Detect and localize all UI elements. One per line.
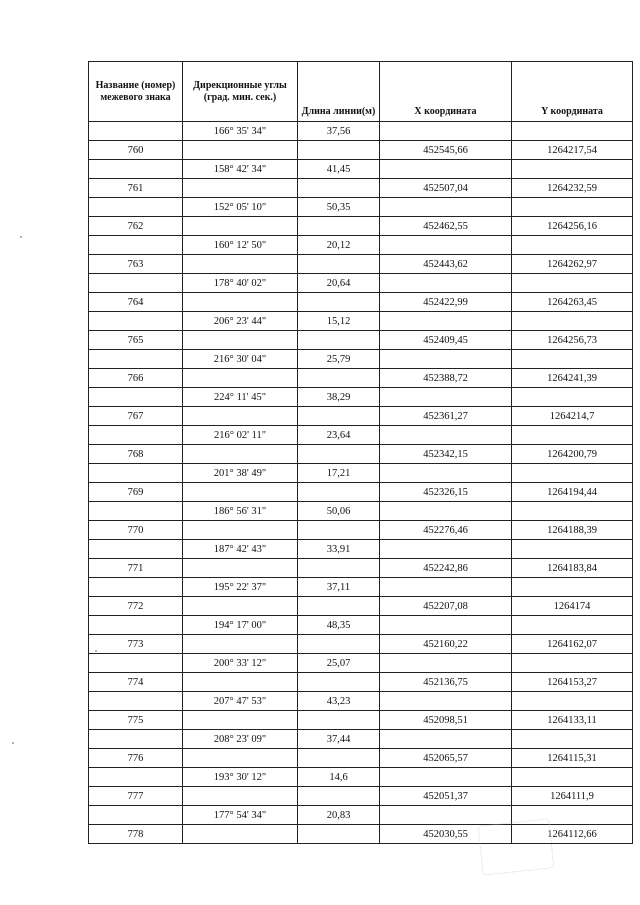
- cell-x-coordinate: 452462,55: [380, 217, 512, 236]
- cell-line-length: 20,12: [298, 236, 380, 255]
- table-row: [89, 312, 633, 331]
- cell-direction-angle: [183, 369, 298, 388]
- cell-x-coordinate: [380, 312, 512, 331]
- cell-direction-angle: 195° 22' 37": [183, 578, 298, 597]
- table-row: [89, 787, 633, 806]
- cell-y-coordinate: 1264256,73: [512, 331, 633, 350]
- cell-mark-name: 777: [89, 787, 183, 806]
- cell-mark-name: [89, 578, 183, 597]
- cell-x-coordinate: [380, 616, 512, 635]
- cell-y-coordinate: 1264183,84: [512, 559, 633, 578]
- cell-line-length: 25,07: [298, 654, 380, 673]
- cell-y-coordinate: [512, 312, 633, 331]
- table-row: [89, 616, 633, 635]
- cell-mark-name: 763: [89, 255, 183, 274]
- boundary-coordinates-document: [88, 61, 632, 844]
- cell-direction-angle: [183, 331, 298, 350]
- cell-y-coordinate: [512, 692, 633, 711]
- cell-mark-name: [89, 768, 183, 787]
- cell-x-coordinate: 452361,27: [380, 407, 512, 426]
- cell-y-coordinate: 1264200,79: [512, 445, 633, 464]
- cell-line-length: [298, 483, 380, 502]
- cell-direction-angle: 200° 33' 12": [183, 654, 298, 673]
- table-row: [89, 521, 633, 540]
- cell-direction-angle: 187° 42' 43": [183, 540, 298, 559]
- cell-mark-name: 767: [89, 407, 183, 426]
- cell-line-length: 50,06: [298, 502, 380, 521]
- cell-mark-name: 776: [89, 749, 183, 768]
- cell-direction-angle: [183, 293, 298, 312]
- cell-x-coordinate: 452326,15: [380, 483, 512, 502]
- table-row: [89, 559, 633, 578]
- cell-mark-name: 761: [89, 179, 183, 198]
- cell-x-coordinate: [380, 236, 512, 255]
- cell-y-coordinate: 1264194,44: [512, 483, 633, 502]
- scan-speck: [20, 236, 22, 238]
- cell-direction-angle: [183, 141, 298, 160]
- cell-y-coordinate: 1264111,9: [512, 787, 633, 806]
- cell-x-coordinate: 452342,15: [380, 445, 512, 464]
- cell-mark-name: 769: [89, 483, 183, 502]
- cell-line-length: 25,79: [298, 350, 380, 369]
- cell-mark-name: 774: [89, 673, 183, 692]
- cell-y-coordinate: 1264112,66: [512, 825, 633, 844]
- cell-x-coordinate: 452136,75: [380, 673, 512, 692]
- cell-y-coordinate: 1264232,59: [512, 179, 633, 198]
- table-row: [89, 198, 633, 217]
- cell-line-length: [298, 217, 380, 236]
- cell-line-length: [298, 673, 380, 692]
- table-row: [89, 768, 633, 787]
- cell-mark-name: 765: [89, 331, 183, 350]
- table-row: [89, 483, 633, 502]
- cell-y-coordinate: [512, 616, 633, 635]
- cell-direction-angle: [183, 521, 298, 540]
- cell-mark-name: [89, 692, 183, 711]
- cell-line-length: [298, 635, 380, 654]
- cell-direction-angle: 216° 02' 11": [183, 426, 298, 445]
- cell-x-coordinate: [380, 198, 512, 217]
- cell-x-coordinate: 452276,46: [380, 521, 512, 540]
- cell-mark-name: 764: [89, 293, 183, 312]
- table-row: [89, 578, 633, 597]
- cell-y-coordinate: 1264256,16: [512, 217, 633, 236]
- cell-line-length: 37,11: [298, 578, 380, 597]
- table-row: [89, 730, 633, 749]
- table-row: [89, 293, 633, 312]
- table-row: [89, 122, 633, 141]
- table-row: [89, 654, 633, 673]
- cell-direction-angle: [183, 635, 298, 654]
- cell-mark-name: 768: [89, 445, 183, 464]
- cell-y-coordinate: 1264162,07: [512, 635, 633, 654]
- cell-mark-name: 762: [89, 217, 183, 236]
- cell-y-coordinate: [512, 122, 633, 141]
- table-row: [89, 597, 633, 616]
- cell-line-length: [298, 445, 380, 464]
- cell-x-coordinate: 452443,62: [380, 255, 512, 274]
- cell-direction-angle: 178° 40' 02": [183, 274, 298, 293]
- header-direction-angles: Дирекционные углы (град. мин. сек.): [183, 62, 298, 122]
- cell-x-coordinate: 452409,45: [380, 331, 512, 350]
- cell-mark-name: 771: [89, 559, 183, 578]
- cell-direction-angle: 194° 17' 00": [183, 616, 298, 635]
- header-y-coordinate: Y координата: [512, 62, 633, 122]
- table-row: [89, 426, 633, 445]
- table-body: [89, 122, 633, 844]
- cell-direction-angle: 158° 42' 34": [183, 160, 298, 179]
- cell-line-length: [298, 369, 380, 388]
- table-row: [89, 350, 633, 369]
- cell-y-coordinate: [512, 578, 633, 597]
- cell-line-length: [298, 825, 380, 844]
- cell-mark-name: [89, 464, 183, 483]
- cell-line-length: 37,56: [298, 122, 380, 141]
- cell-line-length: 23,64: [298, 426, 380, 445]
- cell-direction-angle: [183, 407, 298, 426]
- cell-x-coordinate: [380, 160, 512, 179]
- header-row: [89, 62, 633, 122]
- cell-direction-angle: [183, 255, 298, 274]
- cell-direction-angle: [183, 825, 298, 844]
- cell-line-length: 20,83: [298, 806, 380, 825]
- cell-direction-angle: 224° 11' 45": [183, 388, 298, 407]
- cell-mark-name: 766: [89, 369, 183, 388]
- cell-direction-angle: [183, 673, 298, 692]
- cell-line-length: 17,21: [298, 464, 380, 483]
- cell-mark-name: [89, 160, 183, 179]
- cell-mark-name: [89, 730, 183, 749]
- cell-x-coordinate: 452422,99: [380, 293, 512, 312]
- cell-line-length: 43,23: [298, 692, 380, 711]
- cell-y-coordinate: [512, 654, 633, 673]
- cell-mark-name: [89, 502, 183, 521]
- table-row: [89, 217, 633, 236]
- table-row: [89, 255, 633, 274]
- header-x-coordinate: X координата: [380, 62, 512, 122]
- cell-direction-angle: 216° 30' 04": [183, 350, 298, 369]
- cell-direction-angle: [183, 179, 298, 198]
- cell-line-length: 33,91: [298, 540, 380, 559]
- cell-direction-angle: 193° 30' 12": [183, 768, 298, 787]
- cell-x-coordinate: [380, 578, 512, 597]
- cell-line-length: [298, 597, 380, 616]
- cell-mark-name: [89, 654, 183, 673]
- cell-mark-name: [89, 312, 183, 331]
- cell-x-coordinate: [380, 122, 512, 141]
- table-row: [89, 464, 633, 483]
- cell-line-length: 14,6: [298, 768, 380, 787]
- cell-direction-angle: 201° 38' 49": [183, 464, 298, 483]
- cell-line-length: [298, 407, 380, 426]
- cell-mark-name: [89, 198, 183, 217]
- cell-direction-angle: 160° 12' 50": [183, 236, 298, 255]
- cell-x-coordinate: 452545,66: [380, 141, 512, 160]
- cell-line-length: 20,64: [298, 274, 380, 293]
- table-row: [89, 749, 633, 768]
- cell-mark-name: [89, 806, 183, 825]
- cell-x-coordinate: [380, 426, 512, 445]
- cell-mark-name: 775: [89, 711, 183, 730]
- cell-y-coordinate: 1264263,45: [512, 293, 633, 312]
- cell-x-coordinate: [380, 692, 512, 711]
- cell-mark-name: [89, 426, 183, 445]
- cell-direction-angle: [183, 597, 298, 616]
- cell-direction-angle: [183, 749, 298, 768]
- cell-x-coordinate: 452098,51: [380, 711, 512, 730]
- table-row: [89, 141, 633, 160]
- cell-x-coordinate: [380, 388, 512, 407]
- cell-mark-name: [89, 616, 183, 635]
- scan-speck: [12, 742, 14, 744]
- table-row: [89, 711, 633, 730]
- table-row: [89, 540, 633, 559]
- table-row: [89, 692, 633, 711]
- cell-y-coordinate: 1264214,7: [512, 407, 633, 426]
- cell-line-length: [298, 787, 380, 806]
- cell-x-coordinate: 452160,22: [380, 635, 512, 654]
- cell-x-coordinate: 452051,37: [380, 787, 512, 806]
- cell-mark-name: 760: [89, 141, 183, 160]
- cell-y-coordinate: 1264174: [512, 597, 633, 616]
- boundary-marks-table: [88, 61, 633, 844]
- cell-mark-name: [89, 122, 183, 141]
- table-row: [89, 445, 633, 464]
- table-row: [89, 179, 633, 198]
- table-header: [89, 62, 633, 122]
- cell-x-coordinate: [380, 502, 512, 521]
- cell-line-length: 15,12: [298, 312, 380, 331]
- cell-line-length: [298, 141, 380, 160]
- cell-line-length: [298, 179, 380, 198]
- table-row: [89, 407, 633, 426]
- table-row: [89, 369, 633, 388]
- scan-speck: [95, 650, 97, 652]
- cell-mark-name: 772: [89, 597, 183, 616]
- cell-line-length: 37,44: [298, 730, 380, 749]
- cell-x-coordinate: [380, 654, 512, 673]
- cell-y-coordinate: [512, 388, 633, 407]
- cell-x-coordinate: [380, 540, 512, 559]
- cell-direction-angle: 152° 05' 10": [183, 198, 298, 217]
- cell-direction-angle: 177° 54' 34": [183, 806, 298, 825]
- cell-line-length: [298, 749, 380, 768]
- cell-line-length: 48,35: [298, 616, 380, 635]
- cell-y-coordinate: [512, 236, 633, 255]
- cell-x-coordinate: 452242,86: [380, 559, 512, 578]
- cell-direction-angle: [183, 445, 298, 464]
- cell-x-coordinate: [380, 350, 512, 369]
- cell-x-coordinate: 452388,72: [380, 369, 512, 388]
- cell-line-length: [298, 559, 380, 578]
- cell-y-coordinate: [512, 502, 633, 521]
- cell-line-length: 38,29: [298, 388, 380, 407]
- cell-y-coordinate: 1264188,39: [512, 521, 633, 540]
- cell-direction-angle: [183, 483, 298, 502]
- cell-y-coordinate: 1264115,31: [512, 749, 633, 768]
- table-row: [89, 673, 633, 692]
- cell-line-length: 41,45: [298, 160, 380, 179]
- table-row: [89, 806, 633, 825]
- header-line-length: Длина линии(м): [298, 62, 380, 122]
- cell-y-coordinate: [512, 426, 633, 445]
- cell-y-coordinate: 1264217,54: [512, 141, 633, 160]
- cell-direction-angle: [183, 711, 298, 730]
- table-row: [89, 388, 633, 407]
- cell-y-coordinate: [512, 540, 633, 559]
- cell-mark-name: 770: [89, 521, 183, 540]
- cell-y-coordinate: [512, 160, 633, 179]
- cell-y-coordinate: [512, 768, 633, 787]
- cell-x-coordinate: [380, 806, 512, 825]
- table-row: [89, 236, 633, 255]
- cell-direction-angle: [183, 559, 298, 578]
- cell-y-coordinate: 1264262,97: [512, 255, 633, 274]
- cell-x-coordinate: [380, 274, 512, 293]
- cell-mark-name: 773: [89, 635, 183, 654]
- cell-direction-angle: [183, 217, 298, 236]
- cell-direction-angle: [183, 787, 298, 806]
- cell-direction-angle: 207° 47' 53": [183, 692, 298, 711]
- stamp-mark: [478, 818, 555, 875]
- cell-x-coordinate: 452030,55: [380, 825, 512, 844]
- cell-line-length: 50,35: [298, 198, 380, 217]
- cell-mark-name: [89, 350, 183, 369]
- cell-y-coordinate: 1264241,39: [512, 369, 633, 388]
- cell-mark-name: [89, 274, 183, 293]
- table-row: [89, 331, 633, 350]
- cell-line-length: [298, 331, 380, 350]
- cell-x-coordinate: 452065,57: [380, 749, 512, 768]
- cell-line-length: [298, 293, 380, 312]
- cell-y-coordinate: [512, 198, 633, 217]
- cell-y-coordinate: [512, 730, 633, 749]
- table-row: [89, 635, 633, 654]
- cell-y-coordinate: 1264153,27: [512, 673, 633, 692]
- cell-mark-name: 778: [89, 825, 183, 844]
- cell-x-coordinate: 452207,08: [380, 597, 512, 616]
- cell-line-length: [298, 255, 380, 274]
- cell-x-coordinate: [380, 730, 512, 749]
- cell-mark-name: [89, 388, 183, 407]
- cell-mark-name: [89, 540, 183, 559]
- header-mark-name: Название (номер) межевого знака: [89, 62, 183, 122]
- cell-x-coordinate: [380, 464, 512, 483]
- cell-line-length: [298, 521, 380, 540]
- table-row: [89, 274, 633, 293]
- cell-y-coordinate: [512, 350, 633, 369]
- cell-direction-angle: 166° 35' 34": [183, 122, 298, 141]
- table-row: [89, 160, 633, 179]
- cell-direction-angle: 206° 23' 44": [183, 312, 298, 331]
- cell-y-coordinate: [512, 274, 633, 293]
- cell-direction-angle: 186° 56' 31": [183, 502, 298, 521]
- table-row: [89, 502, 633, 521]
- cell-mark-name: [89, 236, 183, 255]
- cell-direction-angle: 208° 23' 09": [183, 730, 298, 749]
- cell-y-coordinate: 1264133,11: [512, 711, 633, 730]
- cell-x-coordinate: 452507,04: [380, 179, 512, 198]
- cell-y-coordinate: [512, 464, 633, 483]
- cell-line-length: [298, 711, 380, 730]
- cell-x-coordinate: [380, 768, 512, 787]
